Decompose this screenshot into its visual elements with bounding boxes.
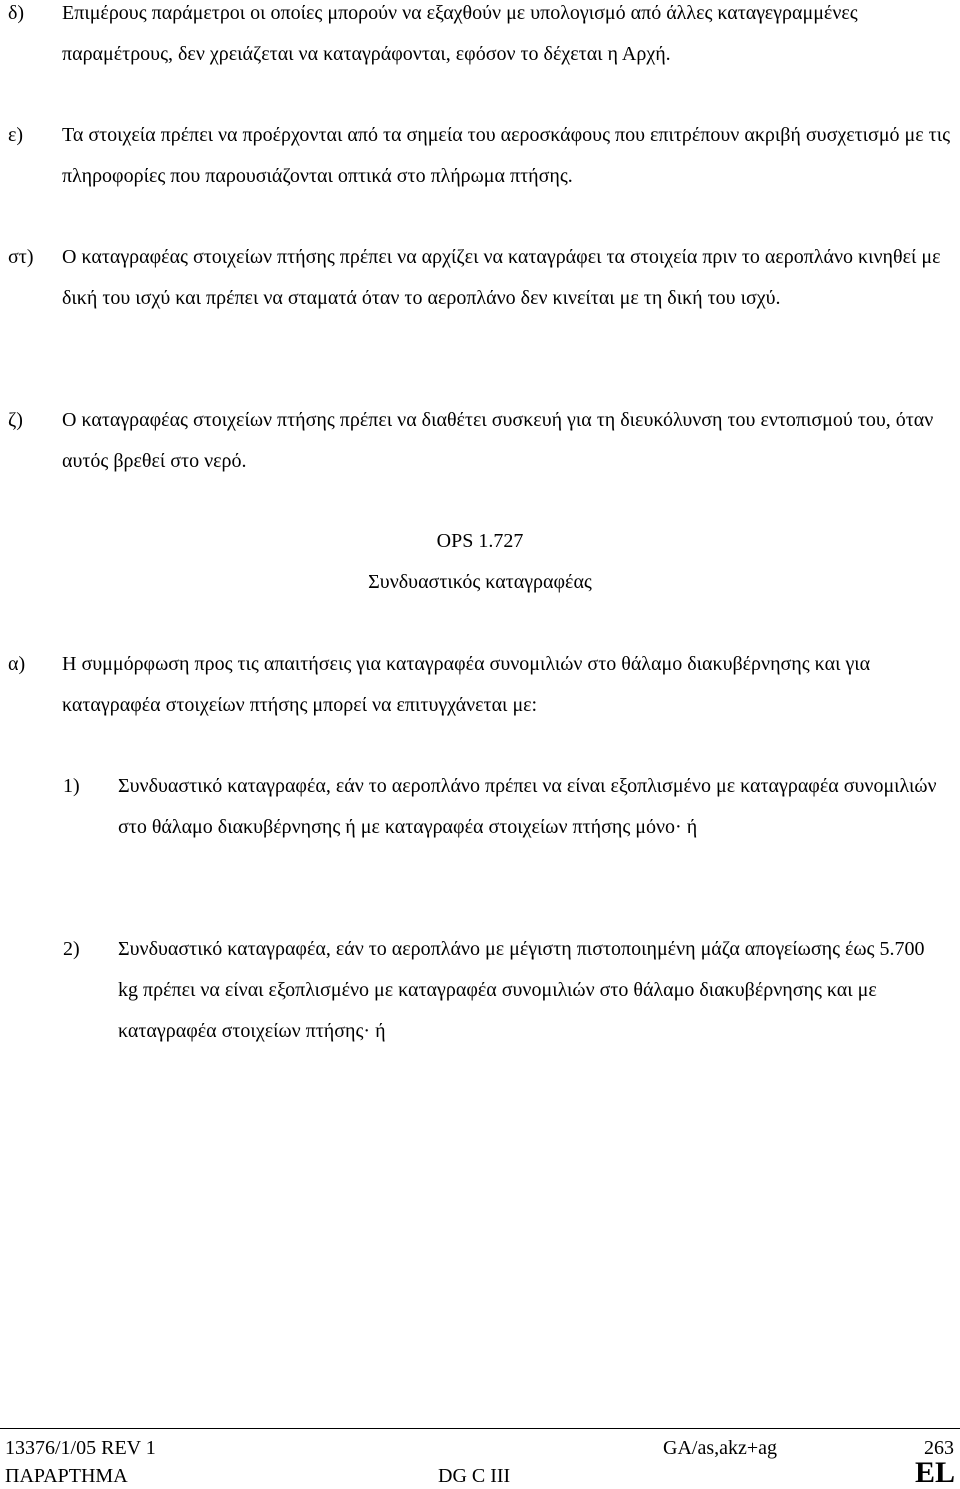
item-label: στ): [8, 246, 34, 268]
item-label: ε): [8, 124, 24, 146]
footer-dg: DG C III: [438, 1465, 511, 1487]
item-zeta: [8, 400, 960, 482]
section-title: Συνδυαστικός καταγραφέας: [368, 571, 592, 593]
item-text: Η συμμόρφωση προς τις απαιτήσεις για καταγραφέα συνομιλιών στο θάλαμο διακυβέρνησης και για καταγραφέα στοιχείων πτήσης μπορεί να επιτυγχάνεται με:: [62, 653, 871, 716]
footer-annex: ΠΑΡΑΡΤΗΜΑ: [5, 1465, 128, 1487]
item-alpha: [8, 644, 960, 726]
item-text: Ο καταγραφέας στοιχείων πτήσης πρέπει να αρχίζει να καταγράφει τα στοιχεία πριν το αεροπλάνο κινηθεί με δική του ισχύ και πρέπει να σταματά όταν το αεροπλάνο δεν κινείται με τη δική του ισχύ.: [62, 246, 941, 309]
subitem-2: [63, 929, 953, 1052]
item-text: Τα στοιχεία πρέπει να προέρχονται από τα σημεία του αεροσκάφους που επιτρέπουν ακριβή συσχετισμό με τις πληροφορίες που παρουσιάζονται οπτικά στο πλήρωμα πτήσης.: [62, 124, 951, 187]
item-text: Επιμέρους παράμετροι οι οποίες μπορούν να εξαχθούν με υπολογισμό από άλλες καταγεγραμμένες παραμέτρους, δεν χρειάζεται να καταγράφονται, εφόσον το δέχεται η Αρχή.: [62, 2, 858, 65]
item-text: Ο καταγραφέας στοιχείων πτήσης πρέπει να διαθέτει συσκευή για τη διευκόλυνση του εντοπισμού του, όταν αυτός βρεθεί στο νερό.: [62, 409, 934, 472]
footer-page-number: 263: [924, 1437, 954, 1459]
section-number: OPS 1.727: [436, 530, 524, 552]
item-delta: [8, 0, 960, 75]
subitem-label: 1): [63, 775, 80, 797]
footer-doc-ref: 13376/1/05 REV 1: [5, 1437, 156, 1459]
subitem-label: 2): [63, 938, 80, 960]
footer-language-code: EL: [914, 1456, 955, 1489]
subitem-text: Συνδυαστικό καταγραφέα, εάν το αεροπλάνο πρέπει να είναι εξοπλισμένο με καταγραφέα συνομιλιών στο θάλαμο διακυβέρνησης ή με καταγραφέα στοιχείων πτήσης μόνο· ή: [118, 775, 937, 838]
footer-initials: GA/as,akz+ag: [663, 1437, 778, 1459]
item-label: α): [8, 653, 26, 675]
item-label: ζ): [8, 409, 23, 431]
item-label: δ): [8, 2, 25, 24]
footer-divider: [0, 1428, 960, 1429]
subitem-text: Συνδυαστικό καταγραφέα, εάν το αεροπλάνο με μέγιστη πιστοποιημένη μάζα απογείωσης έως 5.700 kg πρέπει να είναι εξοπλισμένο με καταγραφέα συνομιλιών στο θάλαμο διακυβέρνησης και με καταγραφέα στοιχείων πτήσης· ή: [118, 938, 925, 1042]
subitem-1: [63, 766, 953, 848]
item-stigma: [8, 237, 960, 319]
item-epsilon: [8, 115, 960, 197]
